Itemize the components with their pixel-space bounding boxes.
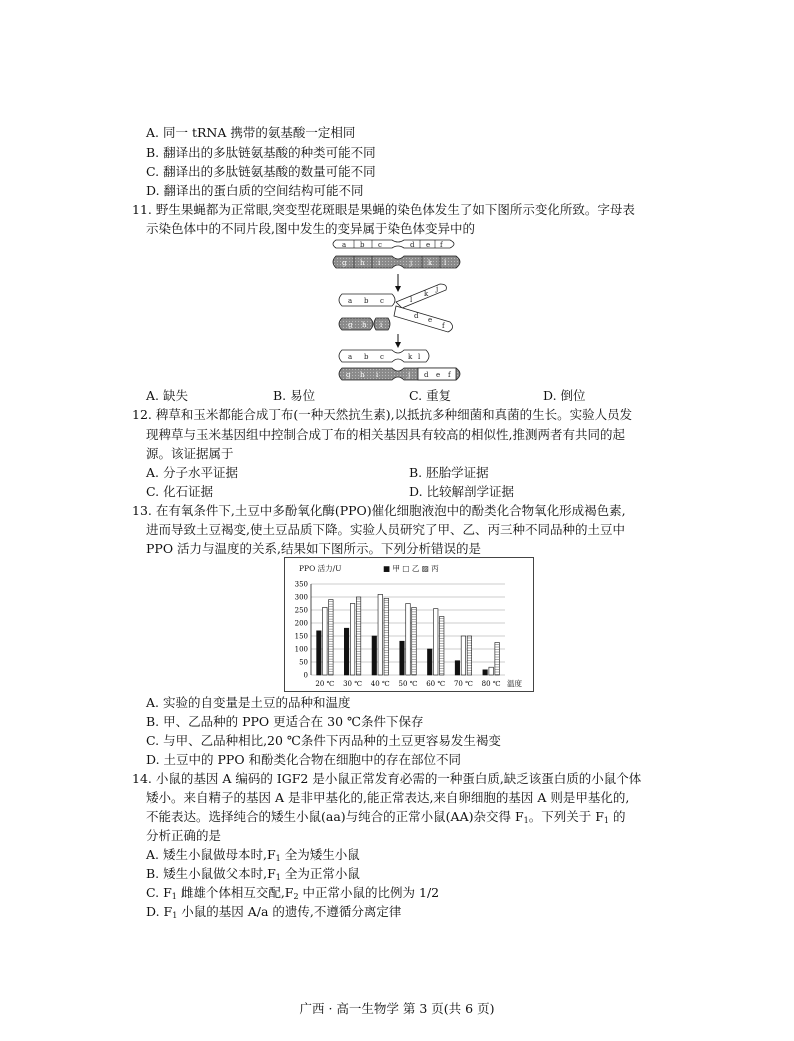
y-tick-label: 350: [294, 580, 308, 589]
q14-opt-c-post: 中正常小鼠的比例为 1/2: [298, 885, 440, 900]
label-h: h: [360, 259, 365, 267]
q14-option-d: [146, 904, 401, 924]
q14-opt-b-post: 全为正常小鼠: [280, 866, 360, 881]
q12-stem-line3: 源。该证据属于: [146, 446, 234, 461]
q14-opt-b-pre: B. 矮生小鼠做父本时,F: [146, 866, 276, 881]
q13-option-d: D. 土豆中的 PPO 和酚类化合物在细胞中的存在部位不同: [146, 752, 462, 767]
y-tick-label: 50: [299, 658, 308, 667]
mid-label-e: e: [428, 316, 433, 324]
bar-丙: [329, 600, 334, 675]
x-tick-label: 50 ℃: [398, 680, 418, 688]
bar-丙: [439, 617, 444, 676]
label-l: l: [444, 259, 447, 267]
q12-stem-line1: 12. 稗草和玉米都能合成丁布(一种天然抗生素),以抵抗多种细菌和真菌的生长。实验人员发: [132, 407, 633, 422]
mid-label-j: j: [436, 285, 439, 293]
bottom-white-chromosome: [339, 350, 429, 362]
mid-label-a: a: [348, 297, 353, 305]
label-i: i: [378, 259, 381, 267]
q14-opt-a-post: 全为矮生小鼠: [280, 847, 360, 862]
label-k: k: [428, 259, 433, 267]
bar-甲: [400, 641, 405, 675]
down-arrow-icon: [395, 274, 401, 292]
q14-stem-line2: 矮小。来自精子的基因 A 是非甲基化的,能正常表达,来自卵细胞的基因 A 则是甲基化的,: [146, 790, 630, 805]
q11-option-a: A. 缺失: [146, 388, 188, 403]
bot-label-h: h: [360, 371, 365, 379]
bar-乙: [323, 607, 328, 675]
bar-乙: [433, 609, 438, 675]
chart-legend: ■ 甲 □ 乙 ▨ 丙: [383, 564, 439, 573]
bar-乙: [406, 604, 411, 676]
mid-label-g: g: [348, 321, 353, 329]
bar-甲: [427, 649, 432, 675]
mid-label-h: h: [362, 321, 367, 329]
bot-label-c: c: [380, 353, 384, 361]
bot-label-i: i: [376, 371, 379, 379]
q14-stem-line4: 分析正确的是: [146, 828, 222, 843]
bar-丙: [356, 597, 361, 675]
bar-乙: [489, 667, 494, 675]
middle-gray-chromosome: [339, 306, 453, 332]
chart-xlabel: 温度: [507, 679, 522, 688]
q12-option-c: C. 化石证据: [146, 484, 214, 499]
subscript: 2: [293, 892, 299, 901]
bar-乙: [350, 604, 355, 676]
x-tick-label: 60 ℃: [426, 680, 446, 688]
bar-乙: [378, 594, 383, 675]
x-tick-label: 40 ℃: [370, 680, 390, 688]
subscript: 1: [172, 911, 178, 920]
mid-label-f: f: [442, 322, 445, 330]
ppo-bar-chart: [285, 558, 533, 691]
q14-stem3-pre: 不能表达。选择纯合的矮生小鼠(aa)与纯合的正常小鼠(AA)杂交得 F: [146, 809, 524, 824]
q10-option-a: A. 同一 tRNA 携带的氨基酸一定相同: [146, 125, 356, 140]
bot-label-d: d: [424, 371, 429, 379]
label-d: d: [410, 241, 415, 249]
q13-stem-line3: PPO 活力与温度的关系,结果如下图所示。下列分析错误的是: [146, 541, 482, 556]
chromosome-diagram: [330, 236, 470, 386]
q14-stem-line1: 14. 小鼠的基因 A 编码的 IGF2 是小鼠正常发育必需的一种蛋白质,缺乏该蛋白质的小鼠个体: [132, 771, 642, 786]
y-tick-label: 250: [294, 606, 308, 615]
y-tick-label: 100: [294, 645, 308, 654]
label-a: a: [342, 241, 347, 249]
y-tick-label: 0: [303, 671, 308, 680]
q14-option-b: [146, 866, 360, 886]
q12-option-b: B. 胚胎学证据: [409, 465, 489, 480]
bar-甲: [455, 661, 460, 675]
bot-label-k: k: [408, 353, 413, 361]
label-b: b: [360, 241, 365, 249]
q13-stem-line1: 13. 在有氧条件下,土豆中多酚氧化酶(PPO)催化细胞液泡中的酚类化合物氧化形成褐色素,: [132, 503, 626, 518]
x-tick-label: 80 ℃: [481, 680, 501, 688]
ppo-chart: [284, 557, 534, 692]
label-c: c: [378, 241, 382, 249]
subscript: 1: [275, 873, 281, 882]
bar-甲: [344, 628, 349, 675]
page-footer: 广西 · 高一生物学 第 3 页(共 6 页): [299, 1001, 495, 1016]
q14-opt-d-pre: D. F: [146, 904, 173, 919]
q14-option-a: [146, 847, 360, 867]
bottom-gray-chromosome: [339, 368, 460, 380]
q14-stem-line3: [146, 809, 625, 829]
q14-opt-c-pre: C. F: [146, 885, 172, 900]
y-tick-label: 200: [294, 619, 308, 628]
q14-stem3-post: 。下列关于 F: [528, 809, 604, 824]
q14-opt-d-post: 小鼠的基因 A/a 的遗传,不遵循分离定律: [177, 904, 402, 919]
q14-opt-a-pre: A. 矮生小鼠做母本时,F: [146, 847, 276, 862]
bar-丙: [384, 598, 389, 675]
x-tick-label: 20 ℃: [315, 680, 335, 688]
subscript: 1: [603, 816, 609, 825]
q13-stem-line2: 进而导致土豆褐变,使土豆品质下降。实验人员研究了甲、乙、丙三种不同品种的土豆中: [146, 522, 625, 537]
bar-丙: [495, 643, 500, 676]
bar-甲: [372, 636, 377, 675]
q11-option-c: C. 重复: [409, 388, 452, 403]
q11-stem-line2: 示染色体中的不同片段,图中发生的变异属于染色体变异中的: [146, 221, 475, 236]
y-tick-label: 150: [294, 632, 308, 641]
q11-option-b: B. 易位: [273, 388, 316, 403]
q11-stem-line1: 11. 野生果蝇都为正常眼,突变型花斑眼是果蝇的染色体发生了如下图所示变化所致。字母表: [132, 202, 635, 217]
middle-white-chromosome: [339, 284, 446, 308]
bot-label-l: l: [418, 353, 421, 361]
subscript: 1: [523, 816, 529, 825]
bar-乙: [461, 636, 466, 675]
bot-label-f: f: [448, 371, 451, 379]
q14-opt-c-mid: 雌雄个体相互交配,F: [176, 885, 294, 900]
x-tick-label: 30 ℃: [343, 680, 363, 688]
q10-option-b: B. 翻译出的多肽链氨基酸的种类可能不同: [146, 145, 376, 160]
q13-option-b: B. 甲、乙品种的 PPO 更适合在 30 ℃条件下保存: [146, 714, 424, 729]
bot-label-g: g: [346, 371, 351, 379]
y-tick-label: 300: [294, 593, 308, 602]
label-f: f: [440, 241, 443, 249]
mid-label-k: k: [424, 290, 429, 298]
q12-option-d: D. 比较解剖学证据: [409, 484, 515, 499]
q13-option-a: A. 实验的自变量是土豆的品种和温度: [146, 695, 351, 710]
q12-option-a: A. 分子水平证据: [146, 465, 238, 480]
q10-option-c: C. 翻译出的多肽链氨基酸的数量可能不同: [146, 164, 376, 179]
q14-stem3-end: 的: [608, 809, 626, 824]
mid-label-b: b: [364, 297, 369, 305]
bar-丙: [412, 607, 417, 675]
subscript: 1: [275, 854, 281, 863]
subscript: 1: [171, 892, 177, 901]
q12-stem-line2: 现稗草与玉米基因组中控制合成丁布的相关基因具有较高的相似性,推测两者有共同的起: [146, 427, 625, 442]
bot-label-a: a: [348, 353, 353, 361]
bot-label-j: j: [408, 371, 411, 379]
q10-option-d: D. 翻译出的蛋白质的空间结构可能不同: [146, 183, 364, 198]
top-white-chromosome: [333, 240, 454, 248]
mid-label-c: c: [380, 297, 384, 305]
label-j: j: [410, 259, 413, 267]
mid-label-i: i: [380, 321, 383, 329]
down-arrow-icon: [395, 334, 401, 348]
bot-label-b: b: [364, 353, 369, 361]
label-g: g: [342, 259, 347, 267]
mid-label-d: d: [414, 312, 419, 320]
bar-甲: [483, 670, 488, 675]
top-gray-chromosome: [333, 256, 460, 268]
x-tick-label: 70 ℃: [453, 680, 473, 688]
mid-label-l: l: [410, 296, 413, 304]
label-e: e: [426, 241, 431, 249]
q11-option-d: D. 倒位: [543, 388, 586, 403]
bot-label-e: e: [436, 371, 441, 379]
chart-ylabel: PPO 活力/U: [299, 564, 342, 573]
q14-option-c: [146, 885, 439, 905]
q13-option-c: C. 与甲、乙品种相比,20 ℃条件下丙品种的土豆更容易发生褐变: [146, 733, 501, 748]
bar-甲: [317, 631, 322, 675]
